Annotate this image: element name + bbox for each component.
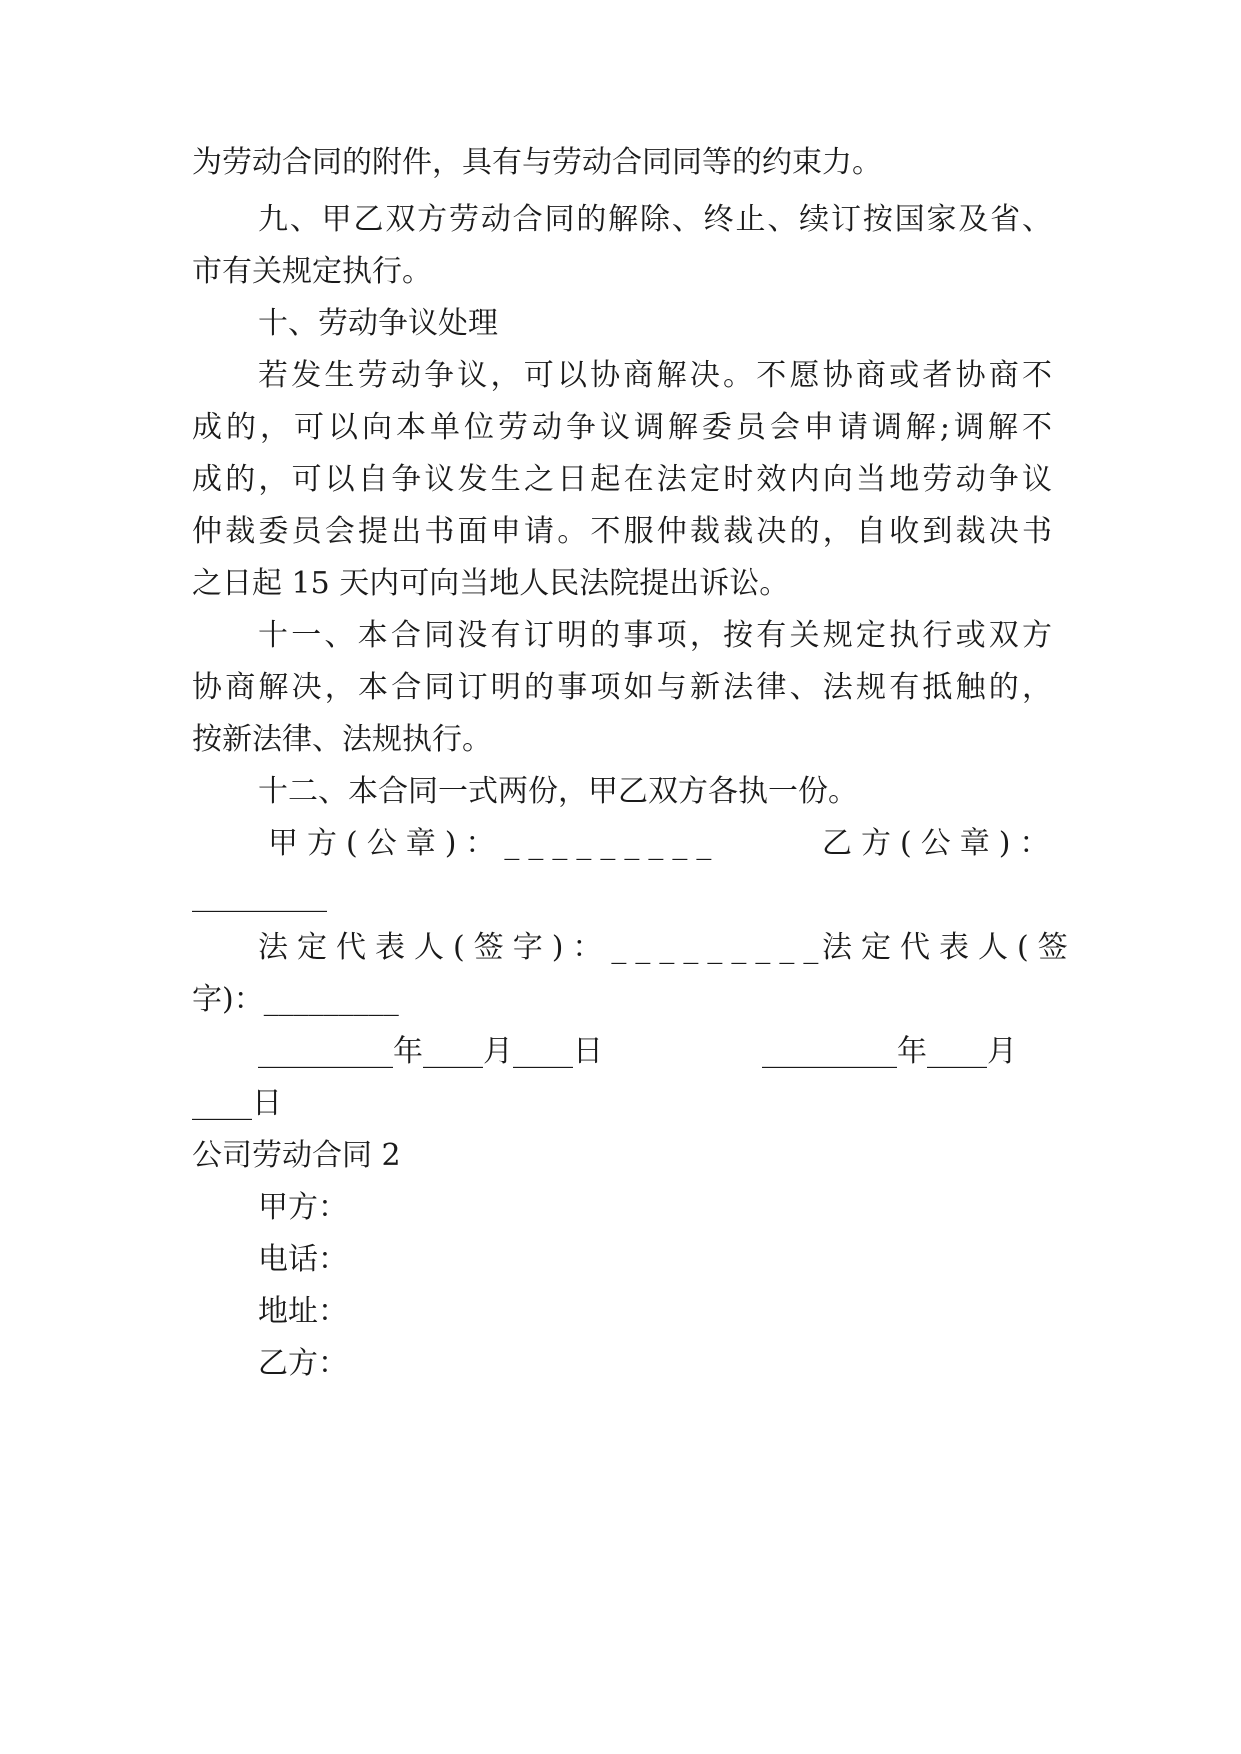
section-title: 公司劳动合同 2	[192, 1138, 401, 1173]
paragraph-line: 协商解决，本合同订明的事项如与新法律、法规有抵触的，	[192, 670, 1052, 705]
paragraph-line: 为劳动合同的附件，具有与劳动合同同等的约束力。	[192, 145, 882, 180]
party-a-rep-line: 法定代表人(签字)：_________	[258, 930, 828, 965]
paragraph-line: 按新法律、法规执行。	[192, 722, 492, 757]
paragraph-line: 成的，可以向本单位劳动争议调解委员会申请调解;调解不	[192, 410, 1052, 445]
paragraph-line: 成的，可以自争议发生之日起在法定时效内向当地劳动争议	[192, 462, 1052, 497]
party-b-seal-blank: _________	[192, 878, 327, 913]
paragraph-line: 十一、本合同没有订明的事项，按有关规定执行或双方	[258, 618, 1052, 653]
field-label: 地址：	[258, 1294, 348, 1329]
party-b-rep-line-cont: 字)：_________	[192, 982, 399, 1017]
paragraph-line: 若发生劳动争议，可以协商解决。不愿协商或者协商不	[258, 358, 1052, 393]
party-b-date-line: _________年____月	[762, 1034, 1017, 1069]
party-a-seal-line: 甲方(公章)：_________	[268, 826, 721, 861]
party-b-date-line-cont: ____日	[192, 1086, 282, 1121]
party-a-date-line: _________年____月____日	[258, 1034, 603, 1069]
paragraph-line: 仲裁委员会提出书面申请。不服仲裁裁决的，自收到裁决书	[192, 514, 1052, 549]
paragraph-line: 十二、本合同一式两份，甲乙双方各执一份。	[258, 774, 858, 809]
field-label: 电话：	[258, 1242, 348, 1277]
party-b-rep-line: 法定代表人(签	[822, 930, 1077, 965]
field-label: 甲方：	[258, 1190, 348, 1225]
party-b-seal-line: 乙方(公章)：	[822, 826, 1059, 861]
paragraph-line: 九、甲乙双方劳动合同的解除、终止、续订按国家及省、	[258, 202, 1052, 237]
field-label: 乙方：	[258, 1346, 348, 1381]
section-heading: 十、劳动争议处理	[258, 306, 498, 341]
paragraph-line: 之日起 15 天内可向当地人民法院提出诉讼。	[192, 566, 790, 601]
paragraph-line: 市有关规定执行。	[192, 254, 432, 289]
